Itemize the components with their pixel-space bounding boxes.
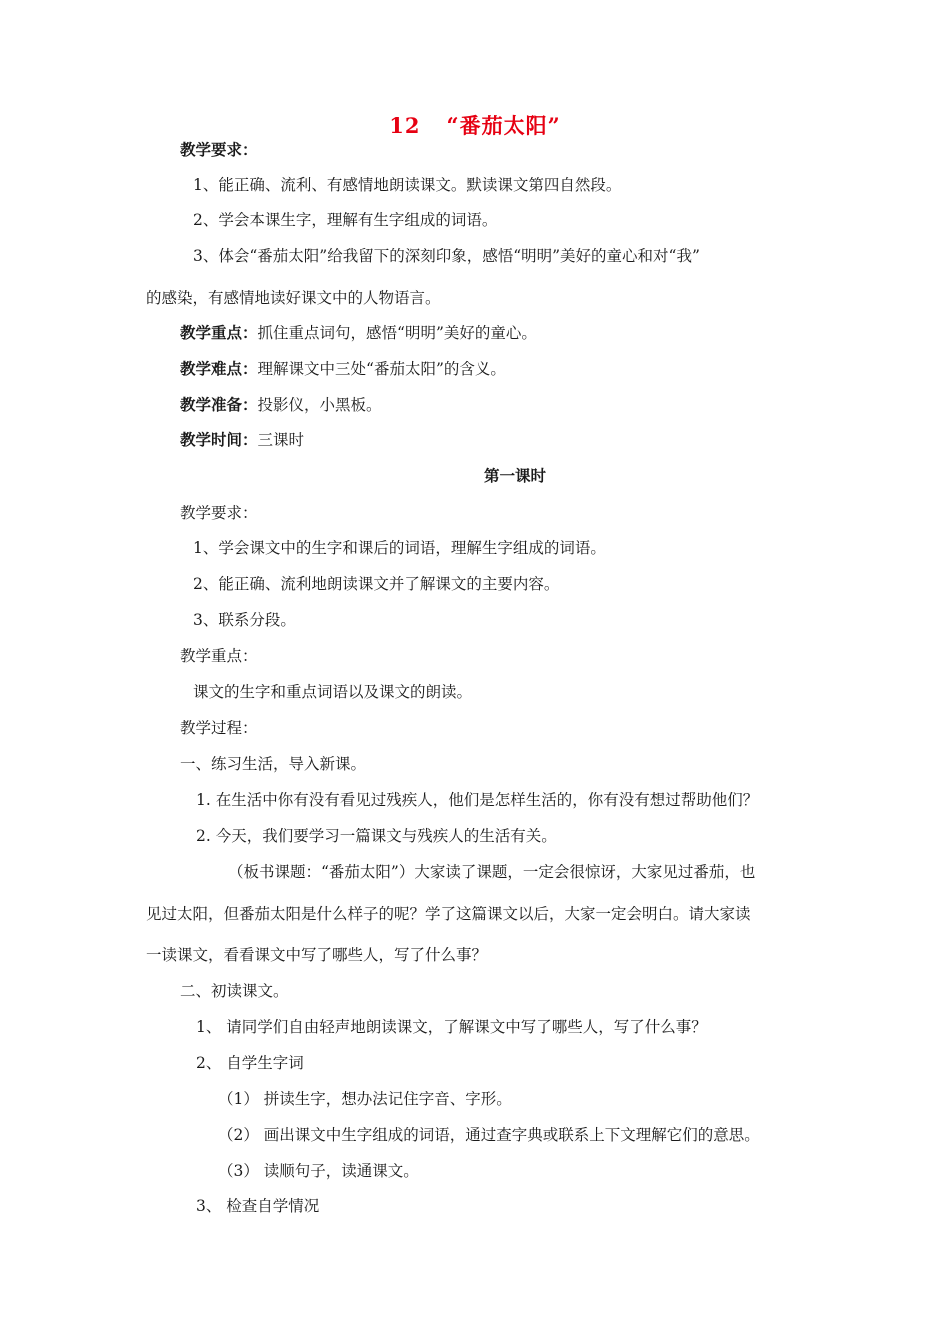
time-row xyxy=(180,430,304,450)
preparation-text: 投影仪，小黑板。 xyxy=(257,396,382,414)
page-title xyxy=(0,110,950,140)
requirements-label: 教学要求： xyxy=(180,140,258,159)
step1-paragraph-line: （板书课题：“番茄太阳”）大家读了课题，一定会很惊讶，大家见过番茄，也 xyxy=(228,863,756,881)
key-point-text: 抓住重点词句，感悟“明明”美好的童心。 xyxy=(257,324,537,342)
difficulty-text: 理解课文中三处“番茄太阳”的含义。 xyxy=(257,360,506,378)
step2-subitem: （1） 拼读生字，想办法记住字音、字形。 xyxy=(218,1090,512,1108)
preparation-row xyxy=(180,395,382,415)
time-label: 教学时间： xyxy=(180,430,258,449)
step2-title: 二、初读课文。 xyxy=(180,982,289,1000)
process-label: 教学过程： xyxy=(180,719,258,737)
key-point-label: 教学重点： xyxy=(180,323,258,342)
step1-paragraph-line: 见过太阳，但番茄太阳是什么样子的呢？学了这篇课文以后，大家一定会明白。请大家读 xyxy=(146,905,751,923)
step1-item: 1. 在生活中你有没有看见过残疾人，他们是怎样生活的，你有没有想过帮助他们？ xyxy=(196,791,759,809)
requirement-item: 3、体会“番茄太阳”给我留下的深刻印象，感悟“明明”美好的童心和对“我” xyxy=(193,247,700,265)
lesson-requirement-item: 3、联系分段。 xyxy=(193,611,296,629)
lesson-heading: 第一课时 xyxy=(483,466,546,485)
lesson-requirement-item: 2、能正确、流利地朗读课文并了解课文的主要内容。 xyxy=(193,575,560,593)
difficulty-row xyxy=(180,359,506,379)
step2-item: 1、 请同学们自由轻声地朗读课文，了解课文中写了哪些人，写了什么事？ xyxy=(196,1018,707,1036)
time-text: 三课时 xyxy=(257,431,305,449)
step2-item: 3、 检查自学情况 xyxy=(196,1197,320,1215)
difficulty-label: 教学难点： xyxy=(180,359,258,378)
key-point-row xyxy=(180,323,537,343)
title-text: “番茄太阳” xyxy=(446,113,561,138)
step2-subitem: （3） 读顺句子，读通课文。 xyxy=(218,1162,419,1180)
step1-item: 2. 今天，我们要学习一篇课文与残疾人的生活有关。 xyxy=(196,827,557,845)
lesson-key-point-text: 课文的生字和重点词语以及课文的朗读。 xyxy=(193,683,473,701)
step1-title: 一、练习生活，导入新课。 xyxy=(180,755,367,773)
preparation-label: 教学准备： xyxy=(180,395,258,414)
step2-subitem: （2） 画出课文中生字组成的词语，通过查字典或联系上下文理解它们的意思。 xyxy=(218,1126,760,1144)
requirement-item: 2、学会本课生字，理解有生字组成的词语。 xyxy=(193,211,498,229)
lesson-requirement-item: 1、学会课文中的生字和课后的词语，理解生字组成的词语。 xyxy=(193,539,606,557)
lesson-requirements-label: 教学要求： xyxy=(180,504,258,522)
requirement-item-continued: 的感染，有感情地读好课文中的人物语言。 xyxy=(146,289,441,307)
step2-item: 2、 自学生字词 xyxy=(196,1054,304,1072)
requirement-item: 1、能正确、流利、有感情地朗读课文。默读课文第四自然段。 xyxy=(193,176,622,194)
title-number: 12 xyxy=(389,113,421,138)
step1-paragraph-line: 一读课文，看看课文中写了哪些人，写了什么事？ xyxy=(146,946,488,964)
lesson-key-point-label: 教学重点： xyxy=(180,647,258,665)
